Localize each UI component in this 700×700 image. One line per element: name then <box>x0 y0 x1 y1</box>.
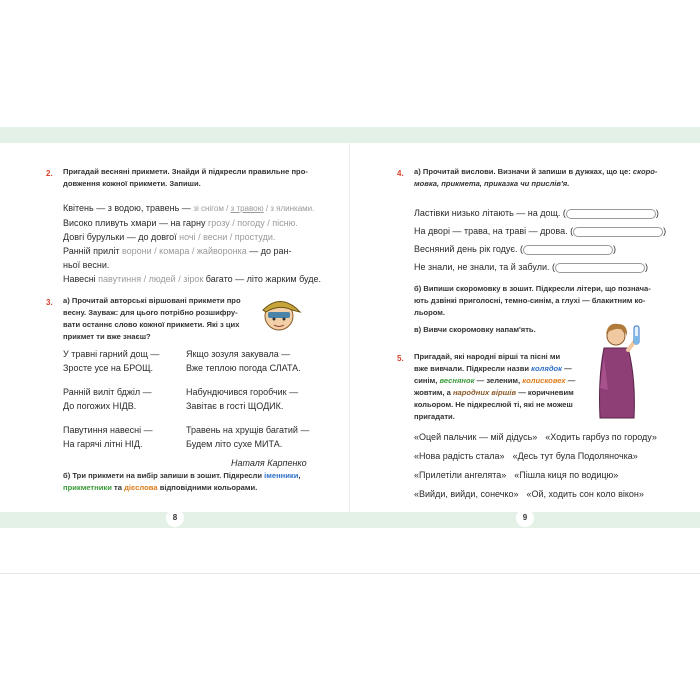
poem-line: Набундючився горобчик — <box>186 387 299 397</box>
saying-row <box>414 224 666 242</box>
paren: ) <box>644 262 648 272</box>
underlined-choice: з травою <box>230 204 264 213</box>
songs-list <box>414 430 657 506</box>
task-4a-instruction <box>414 166 664 190</box>
poem-line: Зросте усе на БРОЩ. <box>63 363 154 373</box>
saying-text: Весняний день рік годує. ( <box>414 244 523 254</box>
poems-left-column <box>63 347 159 451</box>
sentence-row <box>63 258 333 272</box>
spacer <box>186 413 309 423</box>
page-number-left: 8 <box>166 509 184 527</box>
text: Ранній приліт <box>63 246 122 256</box>
poem-line: Будем літо сухе МИТА. <box>186 439 283 449</box>
spacer <box>63 413 159 423</box>
song-title: «Десь тут була Подоляночка» <box>512 451 638 461</box>
top-band <box>0 127 700 143</box>
nouns-word: іменники <box>264 471 299 480</box>
answer-blank[interactable] <box>573 227 663 237</box>
poems-right-column <box>186 347 309 451</box>
text: ньої весни. <box>63 260 110 270</box>
text: , <box>298 471 301 480</box>
paren: ) <box>663 226 667 236</box>
paren: ) <box>655 208 659 218</box>
boy-with-cap-illustration <box>256 290 302 336</box>
answer-blank[interactable] <box>566 209 656 219</box>
task-2-instruction <box>63 166 308 190</box>
instr-line <box>414 375 584 387</box>
text: жовтим, а <box>414 388 453 397</box>
text: Довгі бурульки — до довгої <box>63 232 180 242</box>
adjectives-word: прикметники <box>63 483 112 492</box>
text: — зеленим, <box>474 376 523 385</box>
task-2-number: 2. <box>46 169 53 178</box>
task-2-instr-line: довження кожної прикмети. Запиши. <box>63 179 201 188</box>
text: Високо пливуть хмари — на гарну <box>63 218 208 228</box>
task-5-number: 5. <box>397 354 404 363</box>
task-2-sentences <box>63 201 333 286</box>
instr-line: прикмет ти вже знаєш? <box>63 332 151 341</box>
song-title: «Пішла киця по водицю» <box>514 470 619 480</box>
text: а) Прочитай вислови. Визначи й запиши в дужках, що це: <box>414 167 633 176</box>
instr-line: кольором. Не підкреслюй ті, які не можеш <box>414 400 573 409</box>
instr-line <box>414 166 664 178</box>
poem-line: Павутиння навесні — <box>63 425 153 435</box>
song-title: «Вийди, вийди, сонечко» <box>414 489 519 499</box>
lullabies-word: колисковех <box>522 376 566 385</box>
separator: / <box>223 204 231 213</box>
instr-line: а) Прочитай авторські віршовані прикмети про <box>63 296 241 305</box>
text: — <box>562 364 572 373</box>
choices: ворони / комара / жайворонка <box>121 246 247 256</box>
text: синім, <box>414 376 440 385</box>
task-4c-instruction: в) Вивчи скоромовку напам'ять. <box>414 325 536 334</box>
task-2-instr-line: Пригадай весняні прикмети. Знайди й підкресли правильне про- <box>63 167 308 176</box>
text: багато — літо жарким буде. <box>203 274 322 284</box>
sentence-row <box>63 201 333 216</box>
page-gutter <box>349 143 350 512</box>
sentence-row <box>63 272 333 286</box>
poem-line: Травень на хрущів багатий — <box>186 425 310 435</box>
choice: / з ялинками. <box>263 204 315 213</box>
paren: ) <box>612 244 616 254</box>
choices: павутиння / людей / зірок <box>98 274 204 284</box>
saying-row <box>414 242 666 260</box>
songs-row <box>414 449 657 468</box>
task-5-instruction <box>414 351 584 423</box>
instr-line: Пригадай, які народні вірші та пісні ми <box>414 352 561 361</box>
spring-songs-word: веснянок <box>439 376 475 385</box>
instr-line: ють дзвінкі приголосні, темно-синім, а глухі — блакитним ко- <box>414 296 646 305</box>
task-3b-instruction <box>63 470 313 494</box>
choices: грозу / погоду / пісню. <box>208 218 298 228</box>
sentence-row <box>63 230 333 244</box>
saying-text: На дворі — трава, на траві — дрова. ( <box>414 226 574 236</box>
text: скоро- <box>632 167 658 176</box>
sentence-row <box>63 216 333 230</box>
bottom-band <box>0 512 700 528</box>
text: — <box>565 376 576 385</box>
poem-line: До погожих НІДВ. <box>63 401 137 411</box>
task-4-number: 4. <box>397 169 404 178</box>
page-number-right: 9 <box>516 509 534 527</box>
saying-text: Не знали, не знали, та й забули. ( <box>414 262 555 272</box>
spacer <box>63 375 159 385</box>
folk-poems-word: народних віршів <box>452 388 517 397</box>
sentence-row <box>63 244 333 258</box>
task-4b-instruction <box>414 283 664 319</box>
carols-word: колядок <box>531 364 563 373</box>
song-title: «Нова радість стала» <box>414 451 505 461</box>
poem-line: Завітає в гості ЩОДИК. <box>186 401 284 411</box>
text: вже вивчали. Підкресли назви <box>414 364 532 373</box>
answer-blank[interactable] <box>523 245 613 255</box>
sayings-list <box>414 206 666 278</box>
poem-line: На гарячі літні НІД. <box>63 439 143 449</box>
instr-line: мовка, прикмета, приказка чи прислів'я. <box>414 179 570 188</box>
song-title: «Прилетіли ангелята» <box>414 470 507 480</box>
instr-line: б) Випиши скоромовку в зошит. Підкресли літери, що познача- <box>414 284 651 293</box>
instr-line <box>414 363 584 375</box>
text: та <box>111 483 125 492</box>
songs-row <box>414 468 657 487</box>
text: Навесні <box>63 274 99 284</box>
song-title: «Ой, ходить сон коло вікон» <box>526 489 644 499</box>
scientist-woman-illustration <box>590 318 646 420</box>
saying-row <box>414 206 666 224</box>
poem-line: Якщо зозуля закувала — <box>186 349 291 359</box>
instr-line: пригадати. <box>414 412 455 421</box>
verbs-word: дієслова <box>124 483 158 492</box>
song-title: «Ходить гарбуз по городу» <box>545 432 657 442</box>
choices: ночі / весни / простуди. <box>179 232 276 242</box>
text: б) Три прикмети на вибір запиши в зошит. Підкресли <box>63 471 265 480</box>
task-3a-instruction <box>63 295 263 343</box>
poem-line: Вже теплою погода СЛАТА. <box>186 363 301 373</box>
instr-line: льором. <box>414 308 446 317</box>
poem-line: Ранній виліт бджіл — <box>63 387 152 397</box>
text: — до ран- <box>246 246 292 256</box>
song-title: «Оцей пальчик — мій дідусь» <box>414 432 538 442</box>
songs-row <box>414 430 657 449</box>
text: — коричневим <box>516 388 574 397</box>
choice: зі снігом <box>193 204 224 213</box>
spacer <box>186 375 309 385</box>
saying-text: Ластівки низько літають — на дощ. ( <box>414 208 566 218</box>
answer-blank[interactable] <box>555 263 645 273</box>
saying-row <box>414 260 666 278</box>
task-3-number: 3. <box>46 298 53 307</box>
songs-row <box>414 487 657 506</box>
text: Квітень — з водою, травень — <box>63 203 194 213</box>
poem-line: У травні гарний дощ — <box>63 349 160 359</box>
instr-line: весну. Зауваж: для цього потрібно розшифру- <box>63 308 238 317</box>
text: відповідними кольорами. <box>157 483 258 492</box>
poem-author: Наталя Карпенко <box>231 458 307 468</box>
instr-line: вати останнє слово кожної прикмети. Які з цих <box>63 320 240 329</box>
instr-line <box>414 387 584 399</box>
